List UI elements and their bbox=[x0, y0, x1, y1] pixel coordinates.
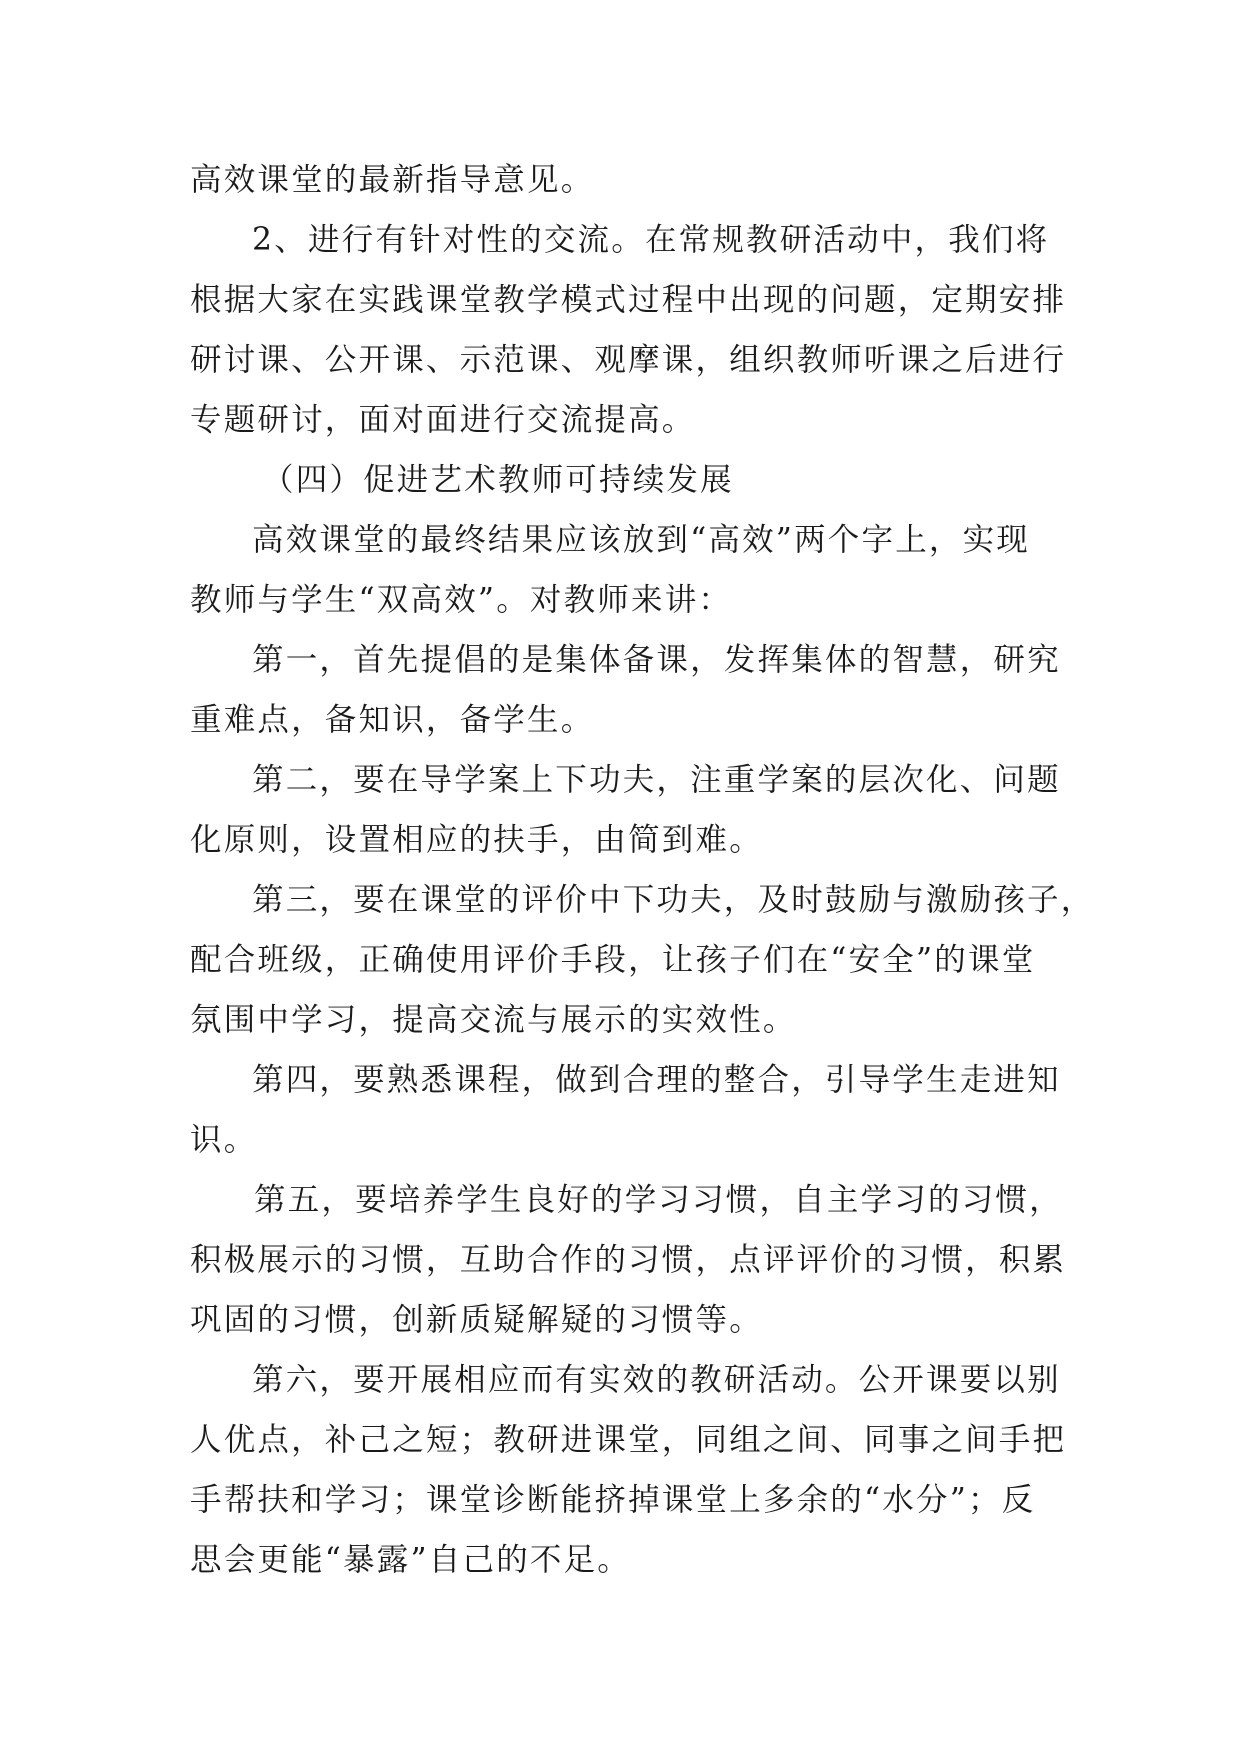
paragraph-line: 识。 bbox=[190, 1122, 258, 1158]
paragraph-line: 配合班级，正确使用评价手段，让孩子们在“安全”的课堂 bbox=[190, 942, 1036, 978]
paragraph-line: 第三，要在课堂的评价中下功夫，及时鼓励与激励孩子， bbox=[252, 882, 1095, 918]
paragraph-line: 第一，首先提倡的是集体备课，发挥集体的智慧，研究 bbox=[252, 642, 1061, 678]
paragraph-line: 根据大家在实践课堂教学模式过程中出现的问题，定期安排 bbox=[190, 282, 1067, 318]
paragraph-line: 专题研讨，面对面进行交流提高。 bbox=[190, 402, 696, 438]
paragraph-line: 高效课堂的最终结果应该放到“高效”两个字上，实现 bbox=[252, 522, 1031, 558]
paragraph-line: 氛围中学习，提高交流与展示的实效性。 bbox=[190, 1002, 797, 1038]
section-heading: （四）促进艺术教师可持续发展 bbox=[262, 462, 734, 498]
paragraph-line: 第四，要熟悉课程，做到合理的整合，引导学生走进知 bbox=[252, 1062, 1061, 1098]
paragraph-line: 研讨课、公开课、示范课、观摩课，组织教师听课之后进行 bbox=[190, 342, 1067, 378]
paragraph-line: 第五，要培养学生良好的学习习惯，自主学习的习惯， bbox=[254, 1182, 1063, 1218]
paragraph-line: 手帮扶和学习；课堂诊断能挤掉课堂上多余的“水分”；反 bbox=[190, 1482, 1036, 1518]
paragraph-line: 第二，要在导学案上下功夫，注重学案的层次化、问题 bbox=[252, 762, 1061, 798]
paragraph-line: 重难点，备知识，备学生。 bbox=[190, 702, 595, 738]
paragraph-line: 高效课堂的最新指导意见。 bbox=[190, 162, 595, 198]
paragraph-line: 第六，要开展相应而有实效的教研活动。公开课要以别 bbox=[252, 1362, 1061, 1398]
paragraph-line: 化原则，设置相应的扶手，由简到难。 bbox=[190, 822, 763, 858]
paragraph-line: 教师与学生“双高效”。对教师来讲： bbox=[190, 582, 733, 618]
paragraph-line: 2、进行有针对性的交流。在常规教研活动中，我们将 bbox=[252, 222, 1050, 258]
paragraph-line: 思会更能“暴露”自己的不足。 bbox=[190, 1542, 632, 1578]
document-body bbox=[190, 150, 1095, 1590]
paragraph-line: 巩固的习惯，创新质疑解疑的习惯等。 bbox=[190, 1302, 763, 1338]
paragraph-line: 人优点，补己之短；教研进课堂，同组之间、同事之间手把 bbox=[190, 1422, 1067, 1458]
paragraph-line: 积极展示的习惯，互助合作的习惯，点评评价的习惯，积累 bbox=[190, 1242, 1067, 1278]
